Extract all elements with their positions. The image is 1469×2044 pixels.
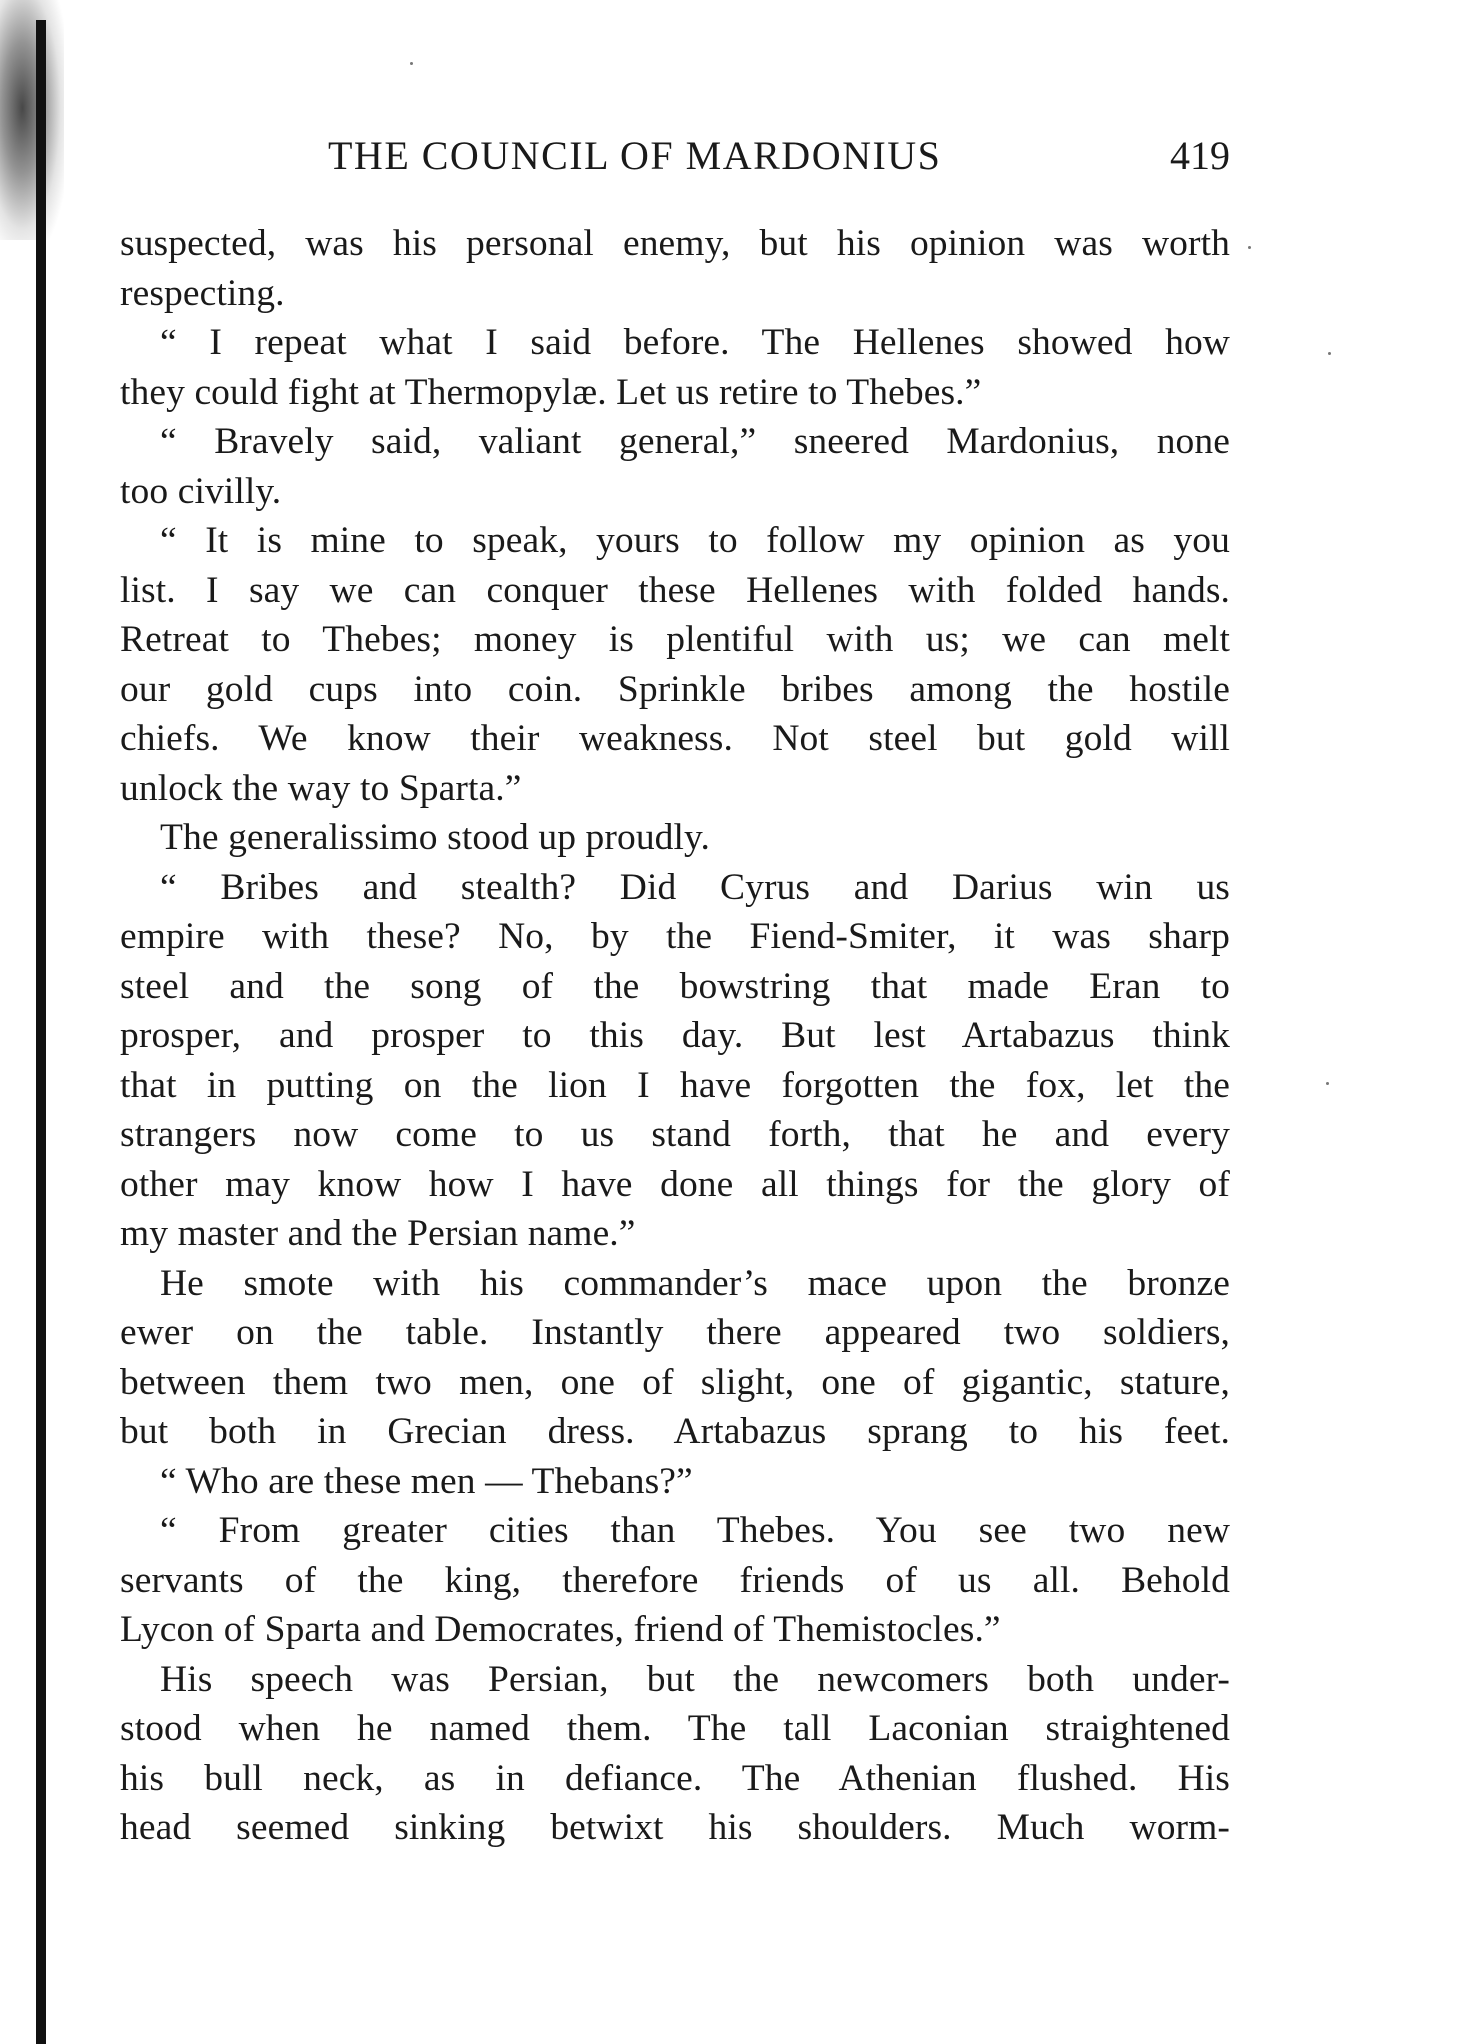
text-line: “ It is mine to speak, yours to follow my opinion as you — [160, 520, 1230, 561]
text-line: my master and the Persian name.” — [120, 1213, 636, 1254]
text-line: but both in Grecian dress. Artabazus sprang to his feet. — [120, 1411, 1230, 1452]
text-line: respecting. — [120, 272, 285, 314]
text-line: our gold cups into coin. Sprinkle bribes among the hostile — [120, 668, 1230, 710]
text-line: they could fight at Thermopylæ. Let us retire to Thebes.” — [120, 371, 982, 413]
text-line: “ Bravely said, valiant general,” sneered Mardonius, none — [160, 421, 1230, 462]
text-line: steel and the song of the bowstring that made Eran to — [120, 965, 1230, 1007]
text-line: chiefs. We know their weakness. Not steel but gold will — [120, 718, 1230, 759]
binding-shadow — [0, 0, 64, 240]
text-line: head seemed sinking betwixt his shoulders. Much worm- — [120, 1807, 1230, 1848]
page-number: 419 — [1170, 133, 1230, 178]
paper-speck — [410, 62, 413, 65]
text-line: Lycon of Sparta and Democrates, friend of Themistocles.” — [120, 1609, 1001, 1650]
binding-edge — [36, 20, 46, 2044]
text-line: list. I say we can conquer these Hellenes with folded hands. — [120, 569, 1230, 611]
text-line: other may know how I have done all things for the glory of — [120, 1163, 1230, 1205]
text-line: between them two men, one of slight, one of gigantic, stature, — [120, 1361, 1230, 1403]
running-head — [120, 128, 1230, 184]
running-title: THE COUNCIL OF MARDONIUS — [328, 133, 942, 178]
text-line: that in putting on the lion I have forgotten the fox, let the — [120, 1064, 1230, 1106]
text-line: empire with these? No, by the Fiend-Smiter, it was sharp — [120, 916, 1230, 957]
text-line: prosper, and prosper to this day. But lest Artabazus think — [120, 1015, 1230, 1056]
text-line: “ Bribes and stealth? Did Cyrus and Darius win us — [160, 866, 1230, 908]
body-text — [120, 219, 1230, 1853]
text-line: stood when he named them. The tall Laconian straightened — [120, 1708, 1230, 1749]
text-line: His speech was Persian, but the newcomers both under- — [160, 1658, 1230, 1700]
text-line: “ Who are these men — Thebans?” — [160, 1460, 693, 1502]
paper-speck — [1328, 352, 1331, 355]
paper-speck — [1326, 1082, 1329, 1085]
text-line: Retreat to Thebes; money is plentiful with us; we can melt — [120, 619, 1230, 660]
text-line: “ I repeat what I said before. The Hellenes showed how — [160, 322, 1230, 363]
paper-speck — [1248, 246, 1251, 249]
text-line: He smote with his commander’s mace upon the bronze — [160, 1262, 1230, 1304]
text-line: too civilly. — [120, 470, 282, 512]
text-line: unlock the way to Sparta.” — [120, 767, 522, 809]
text-line: ewer on the table. Instantly there appeared two soldiers, — [120, 1312, 1230, 1353]
text-line: “ From greater cities than Thebes. You see two new — [160, 1510, 1230, 1551]
text-line: suspected, was his personal enemy, but his opinion was worth — [120, 223, 1230, 264]
text-line: strangers now come to us stand forth, that he and every — [120, 1114, 1230, 1155]
text-line: servants of the king, therefore friends of us all. Behold — [120, 1559, 1230, 1601]
text-line: The generalissimo stood up proudly. — [160, 817, 710, 858]
text-line: his bull neck, as in defiance. The Athenian flushed. His — [120, 1757, 1230, 1799]
